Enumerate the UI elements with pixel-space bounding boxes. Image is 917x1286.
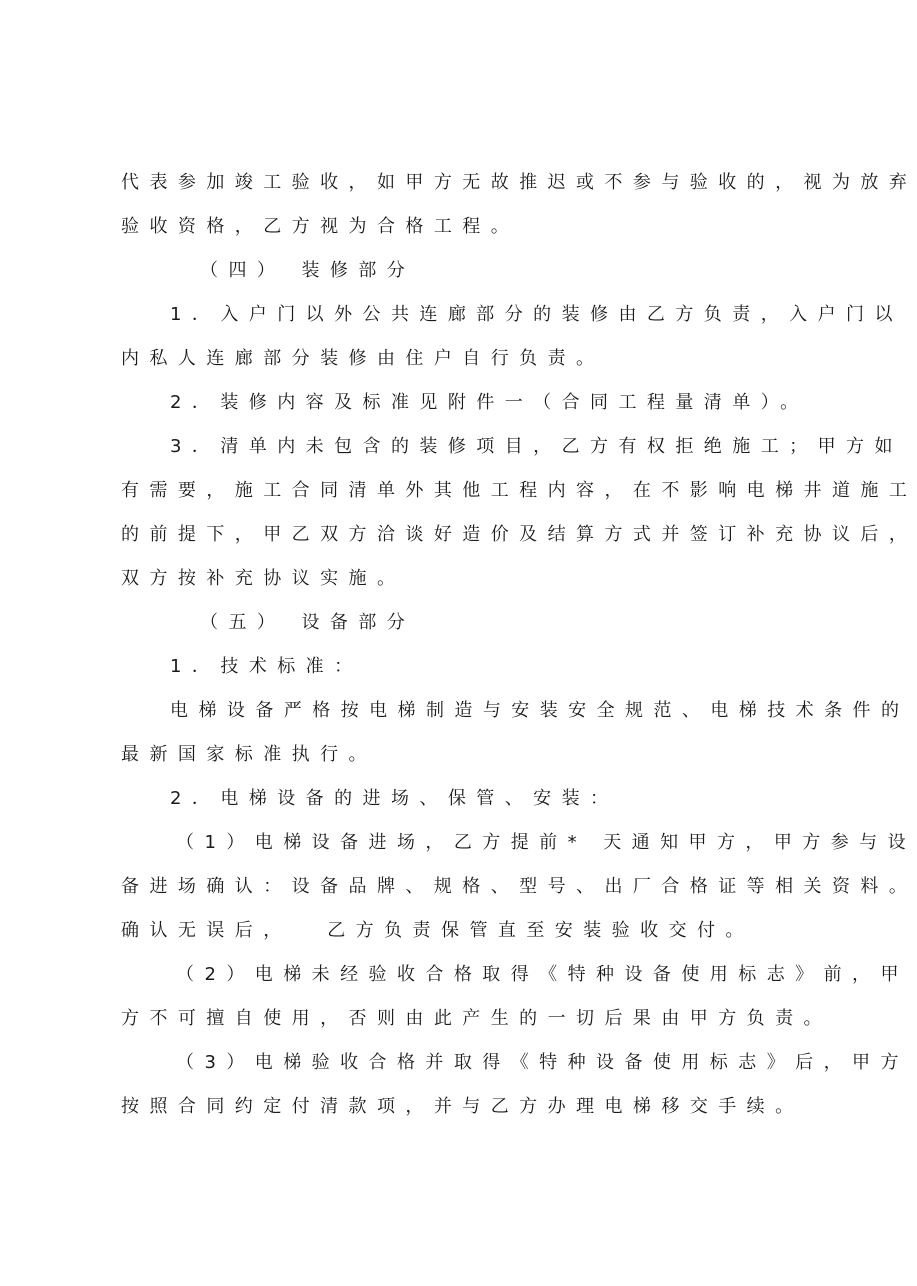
paragraph-line: 双方按补充协议实施。 [121, 568, 406, 589]
paragraph-line: 2．电梯设备的进场、保管、安装： [170, 788, 619, 809]
paragraph-line: 3．清单内未包含的装修项目，乙方有权拒绝施工；甲方如 [170, 436, 903, 457]
paragraph-line: 最新国家标准执行。 [121, 744, 377, 765]
section-heading: （四） 装修部分 [200, 260, 416, 281]
paragraph-line: 方不可擅自使用，否则由此产生的一切后果由甲方负责。 [121, 1008, 832, 1029]
paragraph-line: 1．技术标准： [170, 656, 363, 677]
paragraph-line: 的前提下，甲乙双方洽谈好造价及结算方式并签订补充协议后， [121, 524, 917, 545]
paragraph-line: 电梯设备严格按电梯制造与安装安全规范、电梯技术条件的 [170, 700, 910, 721]
paragraph-line: 有需要，施工合同清单外其他工程内容，在不影响电梯井道施工 [121, 480, 917, 501]
paragraph-line: （2）电梯未经验收合格取得《特种设备使用标志》前，甲 [176, 964, 909, 985]
paragraph-line: 代表参加竣工验收，如甲方无故推迟或不参与验收的，视为放弃 [121, 172, 917, 193]
paragraph-line: （1）电梯设备进场，乙方提前* 天通知甲方，甲方参与设 [176, 832, 917, 853]
paragraph-line: 2．装修内容及标准见附件一（合同工程量清单）。 [170, 392, 809, 413]
paragraph-line: 1．入户门以外公共连廊部分的装修由乙方负责，入户门以 [170, 304, 903, 325]
paragraph-line: 验收资格，乙方视为合格工程。 [121, 216, 520, 237]
section-heading: （五） 设备部分 [200, 612, 416, 633]
paragraph-line: 备进场确认：设备品牌、规格、型号、出厂合格证等相关资料。 [121, 876, 917, 897]
paragraph-line: 确认无误后， 乙方负责保管直至安装验收交付。 [121, 920, 754, 941]
paragraph-line: （3）电梯验收合格并取得《特种设备使用标志》后，甲方 [176, 1052, 909, 1073]
paragraph-line: 按照合同约定付清款项，并与乙方办理电梯移交手续。 [121, 1096, 804, 1117]
paragraph-line: 内私人连廊部分装修由住户自行负责。 [121, 348, 605, 369]
